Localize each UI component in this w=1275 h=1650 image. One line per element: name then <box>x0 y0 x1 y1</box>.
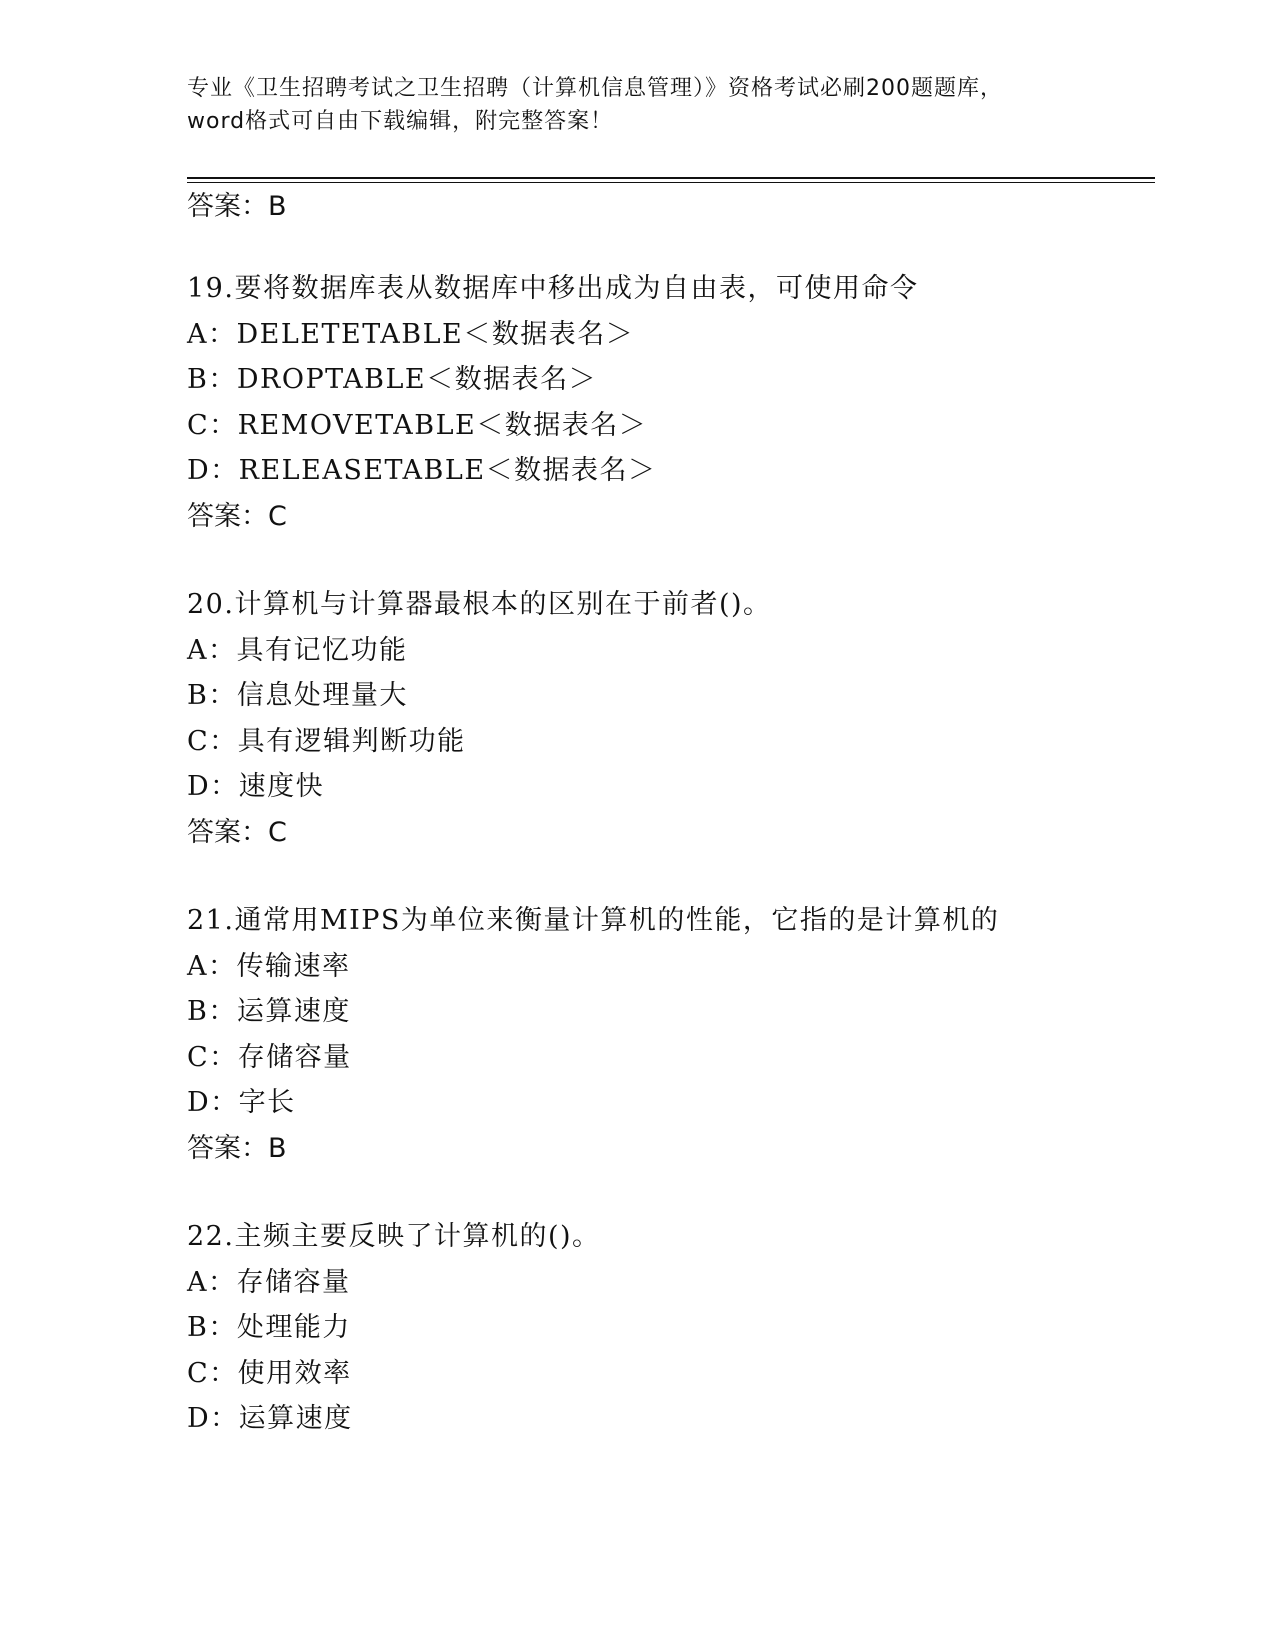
answer: 答案：C <box>187 500 287 532</box>
question-stem: 19.要将数据库表从数据库中移出成为自由表，可使用命令 <box>187 273 919 304</box>
option-c: C：具有逻辑判断功能 <box>187 725 466 757</box>
header-rule-thick <box>187 177 1155 179</box>
option-c: C：存储容量 <box>187 1041 352 1073</box>
header-title-line-1: 专业《卫生招聘考试之卫生招聘（计算机信息管理）》资格考试必刷200题题库， <box>187 76 1003 101</box>
option-c: C：使用效率 <box>187 1357 352 1389</box>
document-header <box>187 72 1087 138</box>
option-a: A：DELETETABLE＜数据表名＞ <box>187 318 635 350</box>
header-rule-thin <box>187 182 1155 183</box>
option-a: A：存储容量 <box>187 1266 351 1298</box>
option-a: A：传输速率 <box>187 950 351 982</box>
previous-answer: 答案：B <box>187 191 287 222</box>
question-20 <box>187 582 1147 855</box>
answer: 答案：C <box>187 816 287 848</box>
question-21 <box>187 898 1147 1171</box>
question-stem: 21.通常用MIPS为单位来衡量计算机的性能，它指的是计算机的 <box>187 905 1000 936</box>
option-b: B：运算速度 <box>187 996 351 1027</box>
answer: 答案：B <box>187 1132 287 1164</box>
option-b: B：信息处理量大 <box>187 680 408 711</box>
option-d: D：速度快 <box>187 771 325 802</box>
option-b: B：DROPTABLE＜数据表名＞ <box>187 364 598 395</box>
question-stem: 20.计算机与计算器最根本的区别在于前者()。 <box>187 589 772 620</box>
option-d: D：字长 <box>187 1087 296 1118</box>
option-d: D：RELEASETABLE＜数据表名＞ <box>187 455 657 486</box>
header-title-line-2: word格式可自由下载编辑，附完整答案！ <box>187 109 614 134</box>
question-22 <box>187 1214 1147 1442</box>
option-c: C：REMOVETABLE＜数据表名＞ <box>187 409 648 441</box>
option-a: A：具有记忆功能 <box>187 634 408 666</box>
question-19 <box>187 266 1147 539</box>
option-b: B：处理能力 <box>187 1312 351 1343</box>
option-d: D：运算速度 <box>187 1403 353 1434</box>
question-stem: 22.主频主要反映了计算机的()。 <box>187 1221 601 1252</box>
